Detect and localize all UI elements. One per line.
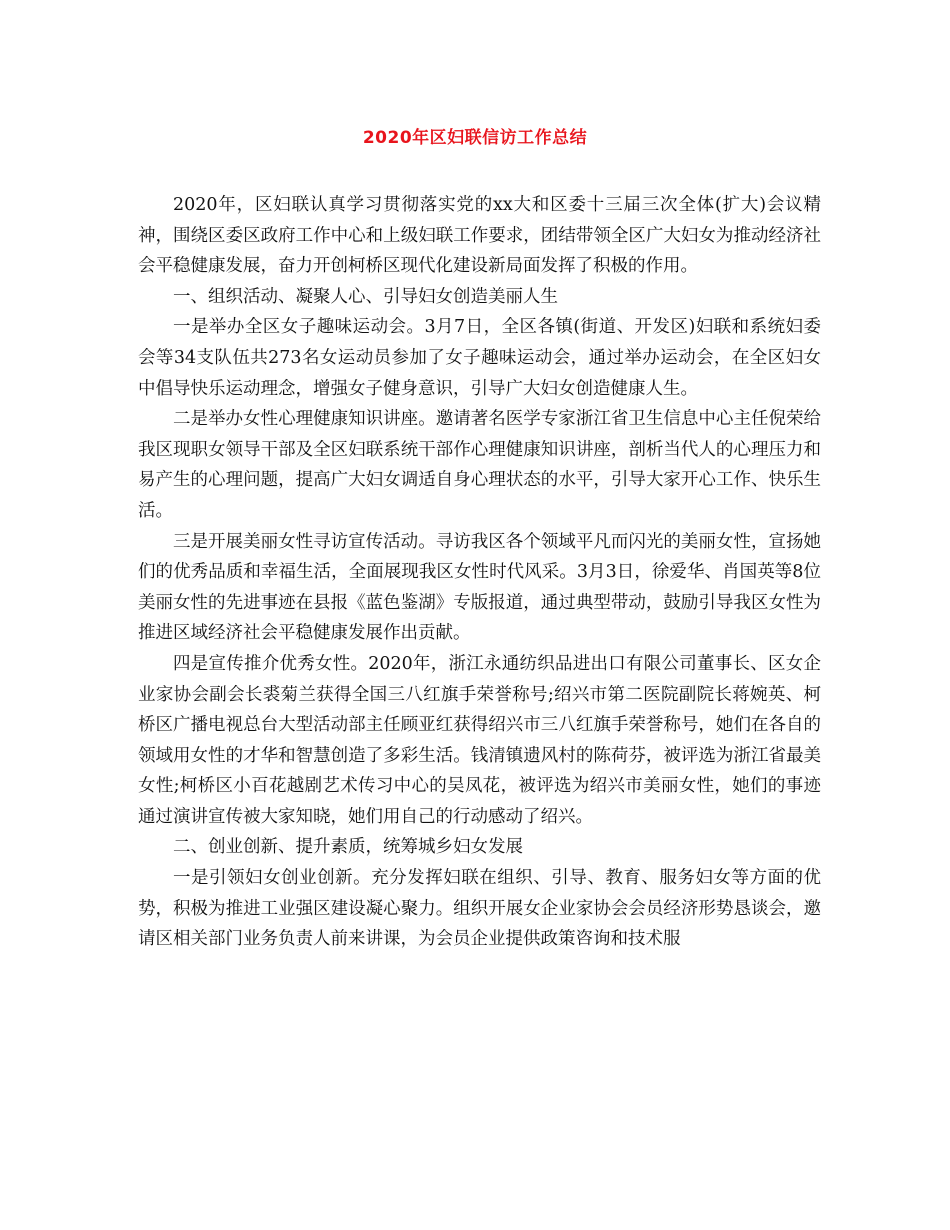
paragraph-beautiful-women: 三是开展美丽女性寻访宣传活动。寻访我区各个领域平凡而闪光的美丽女性，宣扬她们的优秀品质和幸福生活，全面展现我区女性时代风采。3月3日，徐爱华、肖国英等8位美丽女性的先进事迹在县报《蓝色鉴湖》专版报道，通过典型带动，鼓励引导我区女性为推进区域经济社会平稳健康发展作出贡献。	[138, 531, 821, 644]
section-heading-2: 二、创业创新、提升素质，统筹城乡妇女发展	[173, 837, 523, 858]
paragraph-health-lecture: 二是举办女性心理健康知识讲座。邀请著名医学专家浙江省卫生信息中心主任倪荣给我区现职女领导干部及全区妇联系统干部作心理健康知识讲座，剖析当代人的心理压力和易产生的心理问题，提高广大妇女调适自身心理状态的水平，引导大家开心工作、快乐生活。	[138, 409, 821, 521]
paragraph-outstanding-women: 四是宣传推介优秀女性。2020年，浙江永通纺织品进出口有限公司董事长、区女企业家协会副会长裘菊兰获得全国三八红旗手荣誉称号;绍兴市第二医院副院长蒋婉英、柯桥区广播电视总台大型活动部主任顾亚红获得绍兴市三八红旗手荣誉称号，她们在各自的领域用女性的才华和智慧创造了多彩生活。钱清镇遗风村的陈荷芬，被评选为浙江省最美女性;柯桥区小百花越剧艺术传习中心的吴凤花，被评选为绍兴市美丽女性，她们的事迹通过演讲宣传被大家知晓，她们用自己的行动感动了绍兴。	[138, 653, 821, 827]
intro-paragraph: 2020年，区妇联认真学习贯彻落实党的xx大和区委十三届三次全体(扩大)会议精神，围绕区委区政府工作中心和上级妇联工作要求，团结带领全区广大妇女为推动经济社会平稳健康发展，奋力开创柯桥区现代化建设新局面发挥了积极的作用。	[138, 195, 821, 277]
section-heading-1: 一、组织活动、凝聚人心、引导妇女创造美丽人生	[173, 286, 558, 307]
document-body	[138, 190, 821, 955]
paragraph-entrepreneurship: 一是引领妇女创业创新。充分发挥妇联在组织、引导、教育、服务妇女等方面的优势，积极为推进工业强区建设凝心聚力。组织开展女企业家协会会员经济形势恳谈会，邀请区相关部门业务负责人前来讲课，为会员企业提供政策咨询和技术服	[138, 868, 821, 950]
document-title: 2020年区妇联信访工作总结	[362, 128, 588, 148]
paragraph-sports-meet: 一是举办全区女子趣味运动会。3月7日，全区各镇(街道、开发区)妇联和系统妇委会等34支队伍共273名女运动员参加了女子趣味运动会，通过举办运动会，在全区妇女中倡导快乐运动理念，增强女子健身意识，引导广大妇女创造健康人生。	[138, 317, 821, 399]
